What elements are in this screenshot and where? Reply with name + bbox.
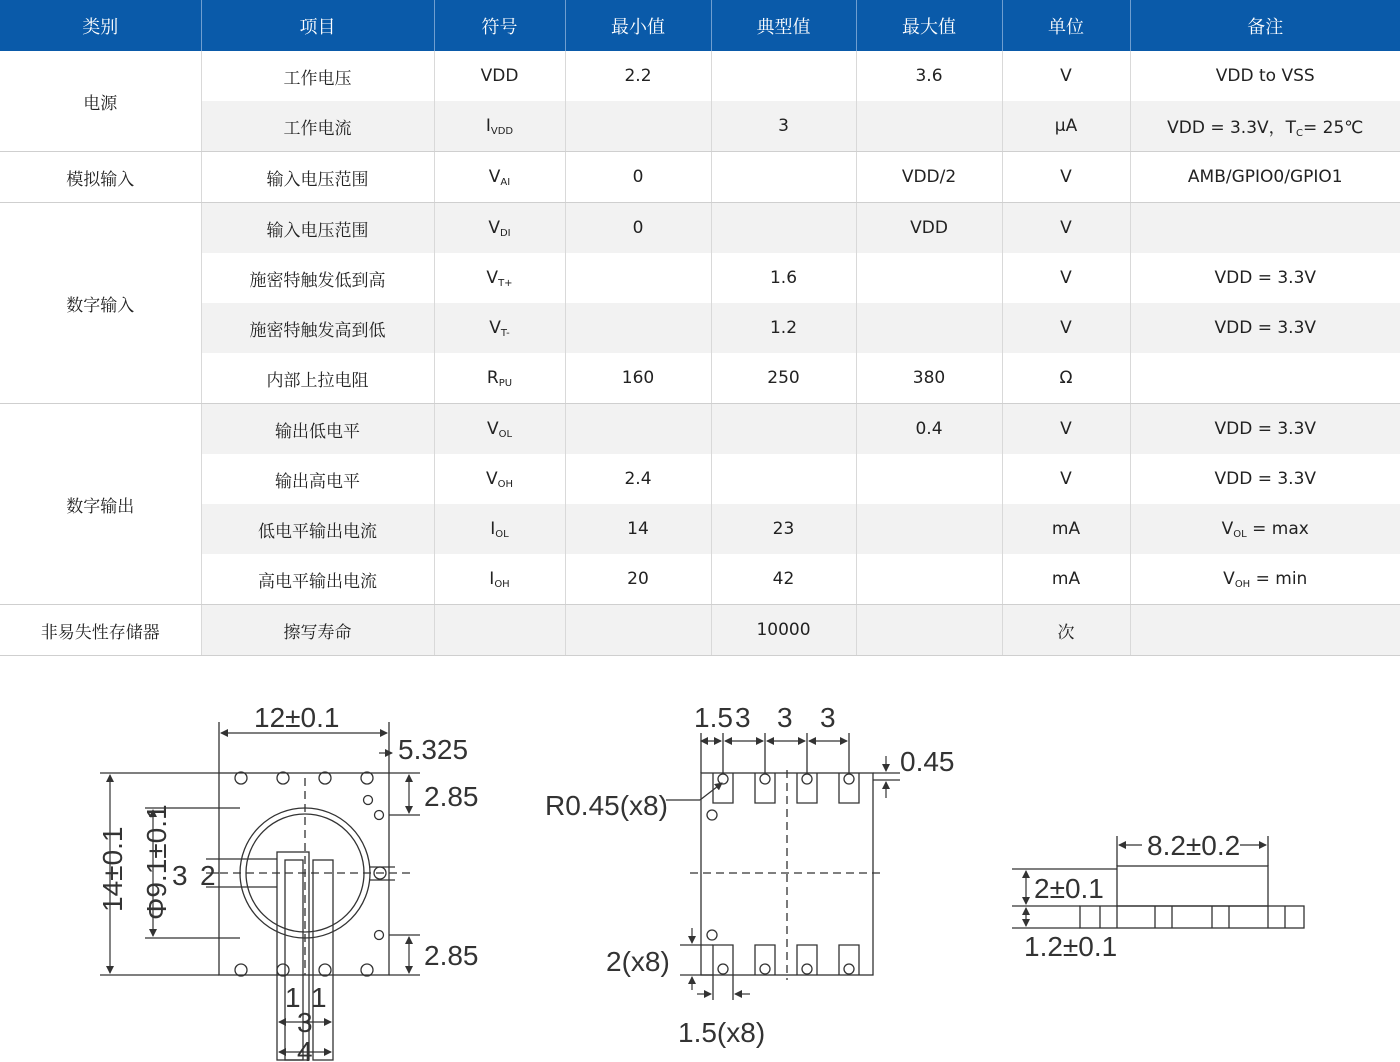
note-cell: VDD = 3.3V: [1130, 303, 1400, 353]
table-row: [0, 203, 1400, 254]
radius-label: R0.45(x8): [545, 790, 668, 821]
symbol-cell: [434, 605, 565, 656]
table-row: [0, 353, 1400, 404]
symbol-cell: $R_{PU}$: [434, 353, 565, 404]
symbol-cell: $I_{VDD}$: [434, 101, 565, 152]
header-note: 备注: [1130, 0, 1400, 51]
table-row: [0, 51, 1400, 101]
note-cell: VDD to VSS: [1215, 66, 1315, 86]
typ-cell: 10000: [711, 605, 856, 656]
min-cell: 2.2: [565, 51, 711, 101]
unit-cell: V: [1002, 454, 1130, 504]
typ-cell: 3: [711, 101, 856, 152]
table-row: [0, 605, 1400, 656]
pitch-1-label: 1.5: [694, 702, 733, 733]
unit-cell: 次: [1002, 605, 1130, 656]
note-cell: $V_{OL} = \max$: [1130, 504, 1400, 554]
table-row: [0, 404, 1400, 455]
symbol-cell: $V_{AI}$: [434, 152, 565, 203]
table-row: [0, 253, 1400, 303]
symbol-cell: $V_{DI}$: [434, 203, 565, 254]
max-cell: [856, 253, 1002, 303]
item-cell: 低电平输出电流: [201, 504, 434, 554]
unit-cell: μA: [1002, 101, 1130, 152]
max-cell: [856, 605, 1002, 656]
category-cell: 非易失性存储器: [0, 605, 201, 656]
typ-cell: 250: [711, 353, 856, 404]
typ-cell: [711, 51, 856, 101]
bottom-view-drawing: [680, 733, 900, 1000]
min-cell: [565, 404, 711, 455]
dim-slot-b-label: 1: [311, 982, 327, 1013]
dim-height-label: 14±0.1: [97, 826, 128, 912]
symbol-cell: VDD: [434, 51, 565, 101]
max-cell: 3.6: [856, 51, 1002, 101]
unit-cell: Ω: [1002, 353, 1130, 404]
max-cell: [856, 504, 1002, 554]
symbol-cell: $V_{OH}$: [434, 454, 565, 504]
header-unit: 单位: [1002, 0, 1130, 51]
note-cell: [1130, 203, 1400, 254]
note-cell: VDD = 3.3V，$T_C=$ 25℃: [1130, 101, 1400, 152]
symbol-cell: $I_{OH}$: [434, 554, 565, 605]
min-cell: 2.4: [565, 454, 711, 504]
min-cell: 160: [565, 353, 711, 404]
table-row: [0, 101, 1400, 152]
dim-offset-bottom-label: 2.85: [424, 940, 479, 971]
max-cell: 380: [856, 353, 1002, 404]
unit-cell: V: [1002, 203, 1130, 254]
symbol-cell: $I_{OL}$: [434, 504, 565, 554]
note-cell: VDD = 3.3V: [1214, 268, 1317, 288]
min-cell: [565, 605, 711, 656]
dimension-drawings: [0, 652, 1400, 1062]
item-cell: 内部上拉电阻: [201, 353, 434, 404]
header-item: 项目: [201, 0, 434, 51]
item-cell: 施密特触发高到低: [201, 303, 434, 353]
category-cell: 数字输入: [0, 203, 201, 404]
note-cell: AMB/GPIO0/GPIO1: [1130, 152, 1400, 203]
min-cell: 0: [565, 203, 711, 254]
note-cell: VDD = 3.3V: [1214, 469, 1317, 489]
dim-diameter-label: Φ9.1±0.1: [141, 804, 172, 920]
item-cell: 输入电压范围: [201, 203, 434, 254]
max-cell: [856, 101, 1002, 152]
dim-window-a-label: 3: [172, 860, 188, 891]
unit-cell: V: [1002, 303, 1130, 353]
note-cell: $V_{OH} = \min$: [1130, 554, 1400, 605]
dim-offset-top-label: 2.85: [424, 781, 479, 812]
dim-width-label: 12±0.1: [254, 702, 340, 733]
max-cell: [856, 554, 1002, 605]
item-cell: 输入电压范围: [201, 152, 434, 203]
pitch-2-label: 3: [735, 702, 751, 733]
table-row: [0, 554, 1400, 605]
typ-cell: 42: [711, 554, 856, 605]
item-cell: 擦写寿命: [201, 605, 434, 656]
note-cell: [1130, 353, 1400, 404]
min-cell: [565, 253, 711, 303]
header-min: 最小值: [565, 0, 711, 51]
header-category: 类别: [0, 0, 201, 51]
unit-cell: mA: [1002, 554, 1130, 605]
typ-cell: [711, 404, 856, 455]
table-row: [0, 303, 1400, 353]
unit-cell: V: [1002, 404, 1130, 455]
category-cell: 模拟输入: [0, 152, 201, 203]
max-cell: [856, 454, 1002, 504]
max-cell: VDD: [856, 203, 1002, 254]
symbol-cell: $V_{T-}$: [434, 303, 565, 353]
min-cell: [565, 101, 711, 152]
typ-cell: 23: [711, 504, 856, 554]
category-cell: 电源: [0, 51, 201, 152]
header-max: 最大值: [856, 0, 1002, 51]
depth-label: 0.45: [900, 746, 955, 777]
pad-height-label: 2(x8): [606, 946, 670, 977]
typ-cell: [711, 152, 856, 203]
unit-cell: mA: [1002, 504, 1130, 554]
dim-slot-c-label: 3: [297, 1007, 313, 1038]
min-cell: 14: [565, 504, 711, 554]
symbol-cell: $V_{T+}$: [434, 253, 565, 303]
pad-width-label: 1.5(x8): [678, 1017, 766, 1048]
table-header-row: [0, 0, 1400, 51]
item-cell: 高电平输出电流: [201, 554, 434, 605]
item-cell: 输出高电平: [201, 454, 434, 504]
symbol-cell: $V_{OL}$: [434, 404, 565, 455]
item-cell: 施密特触发低到高: [201, 253, 434, 303]
dim-slot-a-label: 1: [285, 982, 301, 1013]
item-cell: 工作电流: [201, 101, 434, 152]
max-cell: VDD/2: [856, 152, 1002, 203]
typ-cell: 1.6: [711, 253, 856, 303]
min-cell: 20: [565, 554, 711, 605]
min-cell: [565, 303, 711, 353]
unit-cell: V: [1002, 152, 1130, 203]
header-symbol: 符号: [434, 0, 565, 51]
dim-slot-d-label: 4: [297, 1036, 313, 1062]
dim-window-b-label: 2: [200, 860, 216, 891]
pitch-3-label: 3: [777, 702, 793, 733]
side-height-label: 2±0.1: [1034, 873, 1104, 904]
item-cell: 工作电压: [201, 51, 434, 101]
typ-cell: [711, 203, 856, 254]
table-row: [0, 504, 1400, 554]
table-row: [0, 152, 1400, 203]
dim-offset-right-label: 5.325: [398, 734, 469, 765]
pitch-4-label: 3: [820, 702, 836, 733]
typ-cell: [711, 454, 856, 504]
note-cell: VDD = 3.3V: [1130, 404, 1400, 455]
note-cell: [1130, 605, 1400, 656]
max-cell: 0.4: [856, 404, 1002, 455]
side-base-label: 1.2±0.1: [1024, 931, 1118, 962]
unit-cell: V: [1002, 51, 1130, 101]
unit-cell: V: [1002, 253, 1130, 303]
min-cell: 0: [565, 152, 711, 203]
item-cell: 输出低电平: [201, 404, 434, 455]
header-typ: 典型值: [711, 0, 856, 51]
max-cell: [856, 303, 1002, 353]
side-length-label: 8.2±0.2: [1147, 830, 1241, 861]
category-cell: 数字输出: [0, 404, 201, 605]
table-row: [0, 454, 1400, 504]
typ-cell: 1.2: [711, 303, 856, 353]
